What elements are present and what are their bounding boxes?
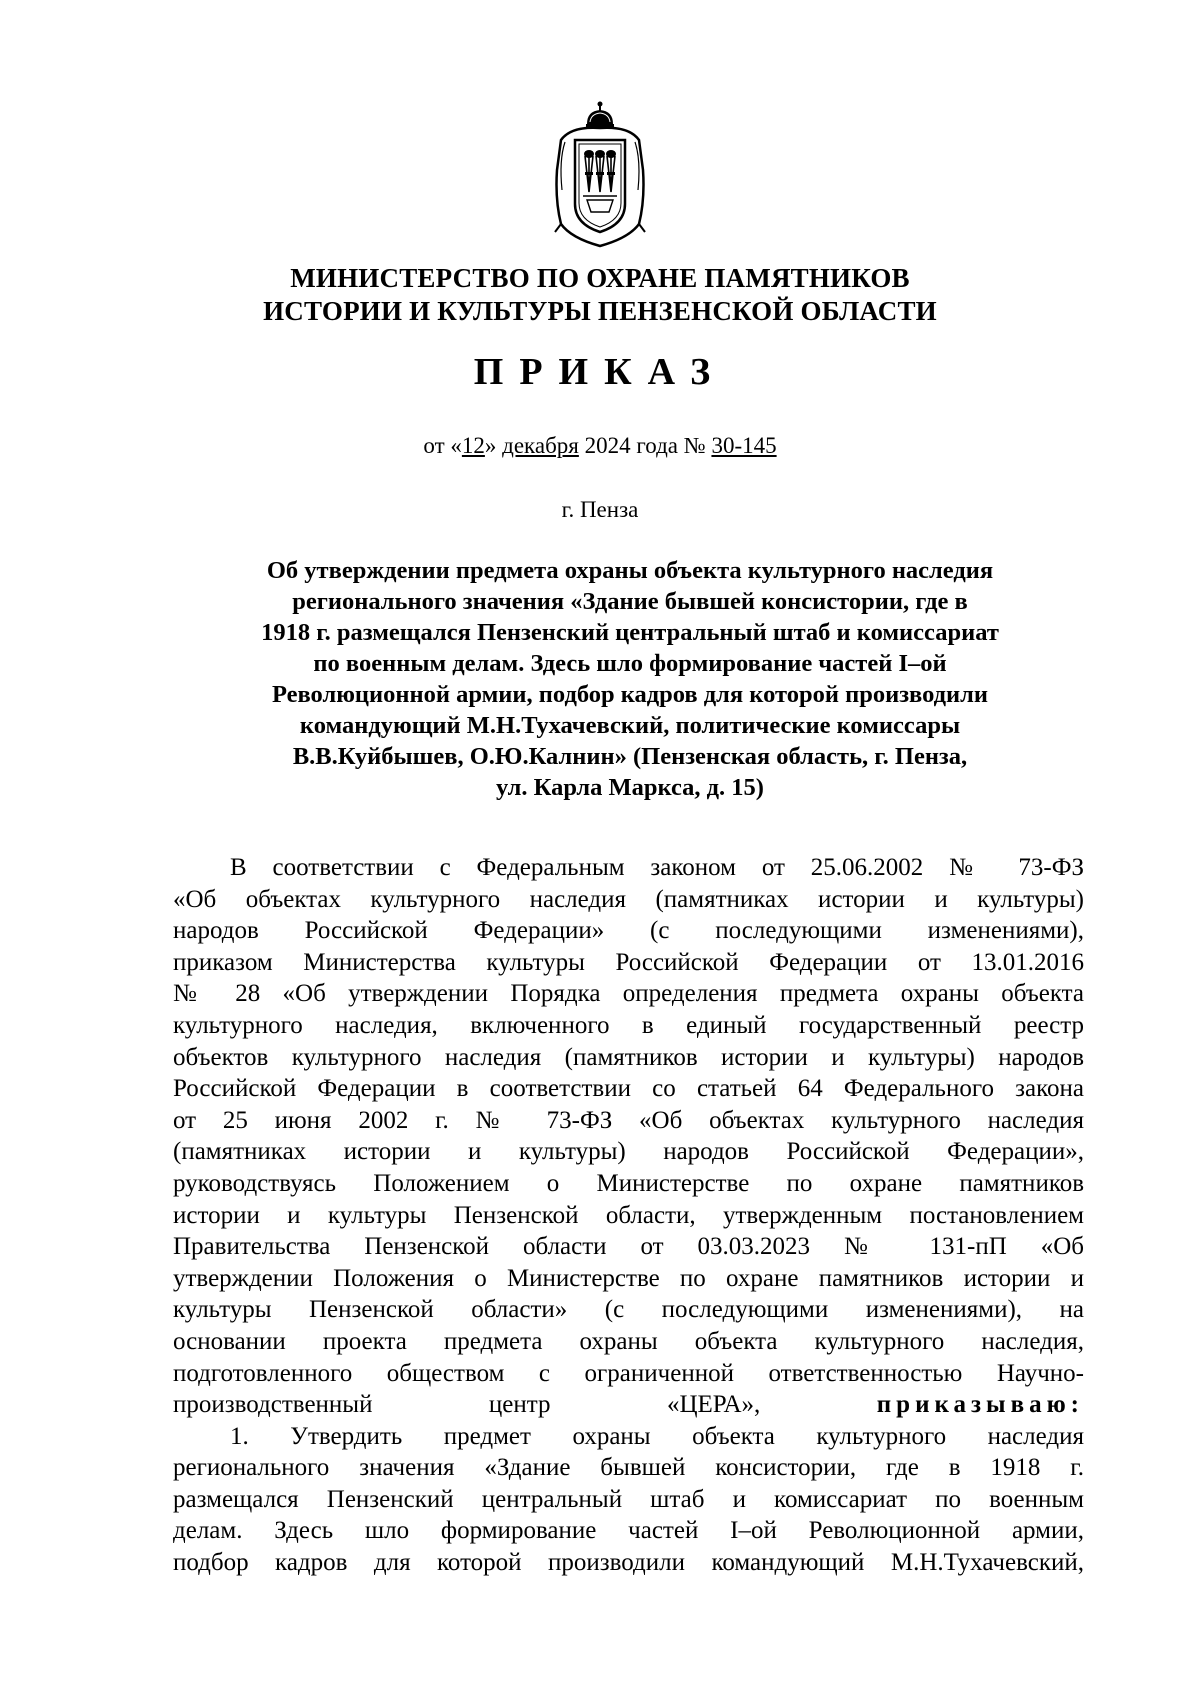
coat-of-arms-emblem	[551, 100, 649, 248]
subject-line: 1918 г. размещался Пензенский центральный штаб и комиссариат	[261, 619, 999, 646]
body-line: подготовленного обществом с ограниченной ответственностью Научно-	[173, 1359, 1084, 1387]
body-line: утверждении Положения о Министерстве по охране памятников истории и	[173, 1264, 1084, 1292]
order-city: г. Пенза	[561, 497, 639, 522]
body-line: культурного наследия, включенного в единый государственный реестр	[173, 1011, 1084, 1039]
body-line: истории и культуры Пензенской области, утвержденным постановлением	[173, 1201, 1084, 1229]
body-line: руководствуясь Положением о Министерстве по охране памятников	[173, 1169, 1084, 1197]
subject-line: Об утверждении предмета охраны объекта культурного наследия	[266, 557, 994, 584]
body-line-final	[173, 1389, 1084, 1421]
body-line: «Об объектах культурного наследия (памятниках истории и культуры)	[173, 885, 1084, 913]
body-last-line: производственный центр «ЦЕРА»,	[173, 1391, 761, 1419]
order-subject	[180, 555, 1080, 803]
subject-line: командующий М.Н.Тухачевский, политические комиссары	[299, 712, 961, 739]
body-line: В соответствии с Федеральным законом от 25.06.2002 № 73-ФЗ	[230, 854, 1084, 881]
body-line: Правительства Пензенской области от 03.03.2023 № 131-пП «Об	[173, 1233, 1084, 1261]
item-1-line: размещался Пензенский центральный штаб и комиссариат по военным	[173, 1485, 1084, 1513]
item-1-line: подбор кадров для которой производили командующий М.Н.Тухачевский,	[173, 1549, 1084, 1577]
body-line: основании проекта предмета охраны объекта культурного наследия,	[173, 1327, 1084, 1355]
subject-line: Революционной армии, подбор кадров для которой производили	[271, 681, 989, 708]
ministry-name	[200, 262, 1000, 328]
ministry-name-line-1: МИНИСТЕРСТВО ПО ОХРАНЕ ПАМЯТНИКОВ	[290, 263, 910, 293]
order-body	[173, 852, 1084, 1579]
subject-line: регионального значения «Здание бывшей консистории, где в	[292, 588, 968, 615]
subject-line: ул. Карла Маркса, д. 15)	[496, 774, 764, 801]
order-word: приказываю:	[876, 1391, 1084, 1419]
order-date-line	[300, 431, 900, 461]
order-title: ПРИКАЗ	[473, 351, 727, 393]
subject-line: по военным делам. Здесь шло формирование частей I–ой	[313, 650, 947, 677]
item-1-line: делам. Здесь шло формирование частей I–ой Революционной армии,	[173, 1517, 1084, 1545]
item-1-line: 1. Утвердить предмет охраны объекта культурного наследия	[230, 1422, 1084, 1450]
body-line: объектов культурного наследия (памятников истории и культуры) народов	[173, 1043, 1084, 1071]
date-separator: »	[484, 433, 503, 458]
subject-line: В.В.Куйбышев, О.Ю.Калнин» (Пензенская область, г. Пенза,	[292, 743, 968, 770]
body-line: (памятниках истории и культуры) народов Российской Федерации»,	[173, 1138, 1084, 1166]
order-number: 30-145	[711, 433, 777, 458]
body-line: Российской Федерации в соответствии со статьей 64 Федерального закона	[173, 1075, 1084, 1103]
order-month: декабря	[502, 433, 579, 458]
body-line: № 28 «Об утверждении Порядка определения предмета охраны объекта	[173, 980, 1084, 1008]
date-prefix: от «	[423, 433, 462, 458]
body-line: культуры Пензенской области» (с последующими изменениями), на	[173, 1296, 1084, 1324]
body-line: народов Российской Федерации» (с последующими изменениями),	[173, 917, 1084, 945]
date-year: 2024 года №	[578, 433, 712, 458]
item-1-line: регионального значения «Здание бывшей консистории, где в 1918 г.	[173, 1454, 1084, 1482]
body-line: от 25 июня 2002 г. № 73-ФЗ «Об объектах культурного наследия	[173, 1106, 1084, 1134]
body-line: приказом Министерства культуры Российской Федерации от 13.01.2016	[173, 948, 1084, 976]
order-day: 12	[461, 433, 485, 458]
ministry-name-line-2: ИСТОРИИ И КУЛЬТУРЫ ПЕНЗЕНСКОЙ ОБЛАСТИ	[263, 296, 937, 326]
